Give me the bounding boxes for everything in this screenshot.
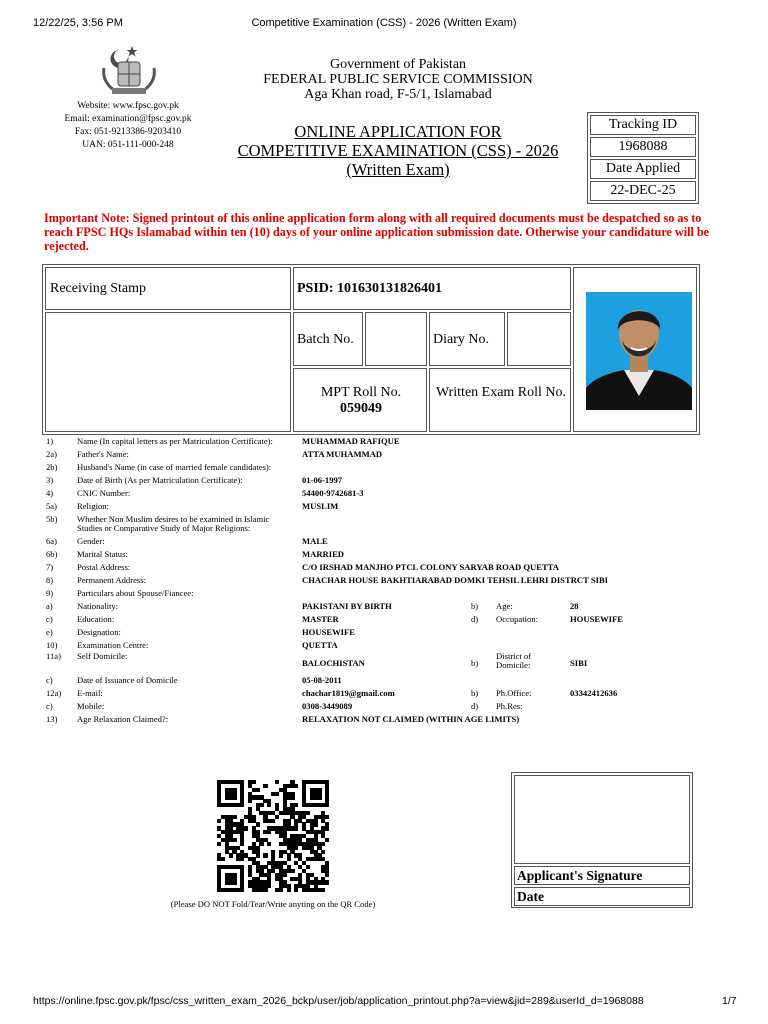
qr-module (290, 869, 294, 873)
row-value: chachar1819@gmail.com (302, 688, 395, 698)
tracking-id-label: Tracking ID (590, 115, 696, 135)
row-label: Permanent Address: (77, 575, 146, 585)
qr-module (248, 799, 252, 803)
row-value: QUETTA (302, 640, 338, 650)
row-label: Marital Status: (77, 549, 128, 559)
row-value: RELAXATION NOT CLAIMED (WITHIN AGE LIMITS) (302, 714, 520, 724)
row-number: 7) (46, 562, 54, 572)
title-line3: (Written Exam) (346, 160, 450, 179)
qr-module (279, 888, 283, 892)
page-title (200, 122, 596, 179)
qr-module (259, 803, 263, 807)
qr-module (256, 788, 260, 792)
qr-module (240, 842, 244, 846)
row-value-right: SIBI (570, 658, 588, 668)
row-number-right: b) (471, 688, 479, 698)
qr-module (287, 888, 291, 892)
qr-module (232, 815, 236, 819)
qr-module (306, 865, 310, 869)
row-label: Particulars about Spouse/Fiancee: (77, 588, 194, 598)
row-label: Gender: (77, 536, 105, 546)
row-label: Religion: (77, 501, 109, 511)
row-label: Education: (77, 614, 115, 624)
qr-module (314, 822, 318, 826)
row-value: ATTA MUHAMMAD (302, 449, 383, 459)
row-number: 3) (46, 475, 54, 485)
title-line1: ONLINE APPLICATION FOR (294, 122, 502, 141)
row-label-line2: Studies or Comparative Study of Major Religions: (77, 523, 251, 533)
qr-module (259, 842, 263, 846)
row-number: 11a) (46, 651, 61, 661)
qr-module (306, 811, 310, 815)
row-value: 05-08-2011 (302, 675, 342, 685)
qr-module (279, 853, 283, 857)
mpt-roll-label: MPT Roll No. (320, 385, 402, 400)
qr-code-icon (217, 780, 329, 892)
qr-module (321, 888, 325, 892)
row-value: 01-06-1997 (302, 475, 343, 485)
signature-date-label: Date (517, 889, 544, 904)
qr-module (252, 780, 256, 784)
row-value-right: HOUSEWIFE (570, 614, 624, 624)
qr-module (240, 803, 244, 807)
row-number-right: d) (471, 614, 479, 624)
row-value: MASTER (302, 614, 339, 624)
row-value: HOUSEWIFE (302, 627, 356, 637)
qr-module (275, 780, 279, 784)
row-number: 8) (46, 575, 54, 585)
row-value: CHACHAR HOUSE BAKHTIARABAD DOMKI TEHSIL LEHRI DISTRCT SIBI (302, 575, 609, 585)
photo-box (573, 267, 697, 432)
qr-module (232, 795, 236, 799)
row-value: PAKISTANI BY BIRTH (302, 601, 392, 611)
row-label: CNIC Number: (77, 488, 131, 498)
row-number: 5b) (46, 514, 58, 524)
qr-module (294, 846, 298, 850)
row-label: Examination Centre: (77, 640, 149, 650)
row-label: Postal Address: (77, 562, 131, 572)
row-label-right: District of (496, 651, 532, 661)
qr-module (325, 880, 329, 884)
signature-area (514, 775, 690, 864)
qr-module (294, 803, 298, 807)
important-note: Important Note: Signed printout of this online application form along with all required documents must be despatched so as to reach FPSC HQs Islamabad within ten (10) days of your online application submission date. Otherwise your candidature will be rejected. (44, 211, 710, 253)
date-label-box (514, 887, 690, 906)
qr-module (267, 830, 271, 834)
print-page-number: 1/7 (722, 995, 737, 1007)
row-number-right: b) (471, 658, 479, 668)
qr-module (240, 857, 244, 861)
print-url: https://online.fpsc.gov.pk/fpsc/css_written_exam_2026_bckp/user/job/application_printout.php?a=view&jid=289&userId_d=1968088 (33, 995, 644, 1007)
row-number: e) (46, 627, 53, 637)
row-number: 1) (46, 436, 54, 446)
qr-module (325, 873, 329, 877)
row-number: 4) (46, 488, 54, 498)
row-number: 2b) (46, 462, 58, 472)
row-value: MUHAMMAD RAFIQUE (302, 436, 400, 446)
row-label: Name (In capital letters as per Matriculation Certificate): (77, 436, 273, 446)
qr-module (294, 784, 298, 788)
row-label: Self Domicile: (77, 651, 128, 661)
psid-value: PSID: 101630131826401 (297, 281, 443, 296)
row-label: Mobile: (77, 701, 105, 711)
qr-module (287, 857, 291, 861)
row-label-right-line2: Domicile: (496, 660, 531, 670)
contact-block (38, 100, 218, 152)
qr-module (283, 873, 287, 877)
row-value: MUSLIM (302, 501, 339, 511)
qr-module (321, 850, 325, 854)
tracking-table (587, 112, 699, 204)
contact-email: Email: examination@fpsc.gov.pk (64, 114, 192, 124)
row-number: 9) (46, 588, 54, 598)
qr-module (321, 842, 325, 846)
qr-module (271, 819, 275, 823)
qr-module (263, 784, 267, 788)
row-label: Nationality: (77, 601, 119, 611)
signature-label: Applicant's Signature (517, 868, 643, 883)
org-line1: Government of Pakistan (329, 57, 467, 72)
qr-module (294, 826, 298, 830)
contact-fax: Fax: 051-9213386-9203410 (74, 127, 182, 137)
qr-module (267, 803, 271, 807)
diary-no-label: Diary No. (433, 332, 489, 347)
qr-module (256, 853, 260, 857)
row-label: Husband's Name (in case of married female candidates): (77, 462, 272, 472)
row-number: 10) (46, 640, 58, 650)
psid-box (293, 267, 571, 310)
qr-module (229, 853, 233, 857)
row-label: E-mail: (77, 688, 103, 698)
row-number: 6b) (46, 549, 58, 559)
qr-note: (Please DO NOT Fold/Tear/Write anyting on the QR Code) (170, 899, 376, 909)
org-line2: FEDERAL PUBLIC SERVICE COMMISSION (263, 72, 533, 87)
row-value: MARRIED (302, 549, 345, 559)
row-label: Whether Non Muslim desires to be examined in Islamic (77, 514, 270, 524)
row-number-right: d) (471, 701, 479, 711)
row-number: c) (46, 675, 53, 685)
qr-module (263, 853, 267, 857)
print-datetime: 12/22/25, 3:56 PM (33, 17, 123, 29)
qr-module (256, 822, 260, 826)
receiving-stamp-header (45, 267, 291, 310)
mpt-roll-value: 059049 (340, 401, 382, 416)
row-value: MALE (302, 536, 328, 546)
row-value: 0308-3449089 (302, 701, 353, 711)
qr-module (275, 815, 279, 819)
diary-no-value-box (507, 312, 571, 366)
qr-module (325, 815, 329, 819)
row-value: C/O IRSHAD MANJHO PTCL COLONY SARYAB ROAD QUETTA (302, 562, 559, 572)
row-label-right: Age: (496, 601, 513, 611)
batch-no-label: Batch No. (297, 332, 354, 347)
qr-module (244, 826, 248, 830)
diary-no-label-box (429, 312, 505, 366)
qr-module (221, 857, 225, 861)
state-emblem-icon (98, 42, 160, 98)
row-label: Date of Birth (As per Matriculation Certificate): (77, 475, 243, 485)
qr-module (275, 792, 279, 796)
batch-no-value-box (365, 312, 427, 366)
row-label: Father's Name: (77, 449, 129, 459)
qr-module (217, 819, 221, 823)
tracking-id-value: 1968088 (590, 137, 696, 157)
qr-module (217, 842, 221, 846)
row-number: a) (46, 601, 53, 611)
row-label: Date of Issuance of Domicile (77, 675, 178, 685)
applicant-photo (586, 292, 692, 415)
signature-label-box (514, 866, 690, 885)
qr-module (325, 803, 329, 807)
title-line2: COMPETITIVE EXAMINATION (CSS) - 2026 (237, 141, 559, 160)
row-label: Designation: (77, 627, 121, 637)
written-roll-box (429, 368, 571, 432)
row-label-right: Ph.Office: (496, 688, 532, 698)
org-header (220, 57, 576, 102)
qr-module (267, 884, 271, 888)
qr-module (240, 888, 244, 892)
qr-module (267, 842, 271, 846)
contact-website: Website: www.fpsc.gov.pk (77, 101, 179, 111)
row-number: 2a) (46, 449, 57, 459)
qr-module (325, 838, 329, 842)
mpt-roll-box (293, 368, 427, 432)
contact-uan: UAN: 051-111-000-248 (82, 140, 174, 150)
row-number: c) (46, 701, 53, 711)
date-applied-value: 22-DEC-25 (590, 181, 696, 201)
date-applied-label: Date Applied (590, 159, 696, 179)
row-value: BALOCHISTAN (302, 658, 365, 668)
row-value-right: 28 (570, 601, 579, 611)
print-title: Competitive Examination (CSS) - 2026 (Written Exam) (251, 17, 517, 29)
row-number: c) (46, 614, 53, 624)
batch-no-label-box (293, 312, 363, 366)
row-value-right: 03342412636 (570, 688, 618, 698)
row-number: 5a) (46, 501, 57, 511)
qr-module (232, 838, 236, 842)
row-label-right: Occupation: (496, 614, 538, 624)
receiving-stamp-label: Receiving Stamp (50, 281, 147, 296)
org-line3: Aga Khan road, F-5/1, Islamabad (304, 87, 492, 102)
qr-module (317, 795, 321, 799)
row-label-right: Ph.Res: (496, 701, 523, 711)
qr-module (325, 826, 329, 830)
receiving-stamp-area (45, 312, 291, 432)
row-number-right: b) (471, 601, 479, 611)
row-label: Age Relaxation Claimed?: (77, 714, 169, 724)
qr-module (232, 880, 236, 884)
qr-module (290, 795, 294, 799)
qr-module (263, 888, 267, 892)
row-number: 13) (46, 714, 58, 724)
written-roll-label: Written Exam Roll No. (435, 385, 567, 400)
row-number: 12a) (46, 688, 62, 698)
row-value: 54400-9742681-3 (302, 488, 364, 498)
row-number: 6a) (46, 536, 57, 546)
qr-module (294, 888, 298, 892)
